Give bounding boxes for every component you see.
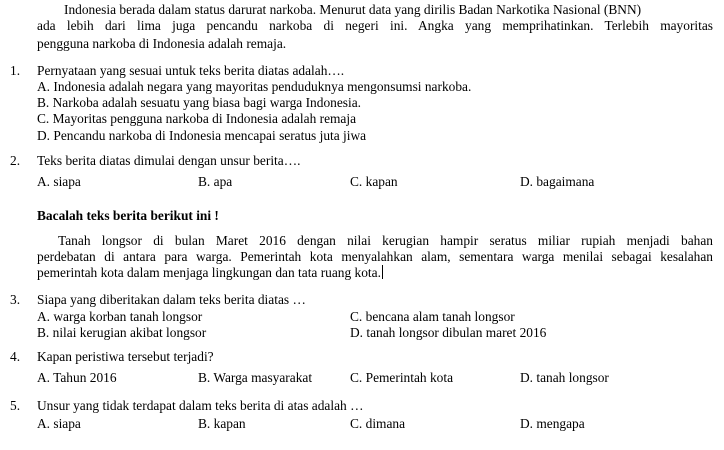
option-b: B. Narkoba adalah sesuatu yang biasa bagi warga Indonesia. [37, 95, 361, 110]
passage-2-line-2: perdebatan di antara para warga. Pemerintah kota menyalahkan alam, sementara warga menilai sebagai kesalahan [37, 249, 713, 264]
question-number: 4. [10, 349, 21, 364]
question-text: Pernyataan yang sesuai untuk teks berita diatas adalah…. [37, 63, 345, 78]
option-a: A. Indonesia adalah negara yang mayoritas penduduknya mengonsumsi narkoba. [37, 79, 472, 94]
option-d: D. bagaimana [520, 174, 595, 189]
question-number: 5. [10, 398, 21, 413]
option-c: C. bencana alam tanah longsor [350, 309, 515, 324]
option-d: D. tanah longsor dibulan maret 2016 [350, 325, 547, 340]
option-b: B. apa [198, 174, 233, 189]
passage-1-line-3: pengguna narkoba di Indonesia adalah remaja. [37, 36, 287, 51]
option-a: A. siapa [37, 174, 81, 189]
option-d: D. mengapa [520, 416, 585, 431]
passage-1-line-1: Indonesia berada dalam status darurat narkoba. Menurut data yang dirilis Badan Narkotika Nasional (BNN) [64, 2, 642, 17]
text-cursor [382, 265, 383, 279]
option-b: B. Warga masyarakat [198, 370, 313, 385]
option-c: C. Mayoritas pengguna narkoba di Indonesia adalah remaja [37, 111, 357, 126]
passage-2-line-1: Tanah longsor di bulan Maret 2016 dengan nilai kerugian hampir seratus miliar rupiah menjadi bahan [58, 233, 713, 248]
passage-1-line-2: ada lebih dari lima juga pencandu narkoba di negeri ini. Angka yang memprihatinkan. Terlebih mayoritas [37, 18, 713, 33]
option-c: C. kapan [350, 174, 398, 189]
passage-2-line-3 [37, 265, 383, 281]
option-a: A. siapa [37, 416, 81, 431]
question-number: 1. [10, 63, 21, 78]
option-c: C. Pemerintah kota [350, 370, 454, 385]
question-text: Unsur yang tidak terdapat dalam teks berita di atas adalah … [37, 398, 364, 413]
option-d: D. tanah longsor [520, 370, 609, 385]
option-c: C. dimana [350, 416, 406, 431]
option-a: A. warga korban tanah longsor [37, 309, 203, 324]
option-b: B. kapan [198, 416, 246, 431]
passage-2-line-3-text: pemerintah kota dalam menjaga lingkungan dan tata ruang kota. [37, 265, 381, 280]
option-d: D. Pencandu narkoba di Indonesia mencapai seratus juta jiwa [37, 128, 367, 143]
section-heading: Bacalah teks berita berikut ini ! [37, 208, 219, 223]
question-number: 2. [10, 153, 21, 168]
question-number: 3. [10, 292, 21, 307]
option-b: B. nilai kerugian akibat longsor [37, 325, 207, 340]
question-text: Teks berita diatas dimulai dengan unsur berita…. [37, 153, 301, 168]
question-text: Siapa yang diberitakan dalam teks berita diatas … [37, 292, 306, 307]
question-text: Kapan peristiwa tersebut terjadi? [37, 349, 214, 364]
option-a: A. Tahun 2016 [37, 370, 117, 385]
